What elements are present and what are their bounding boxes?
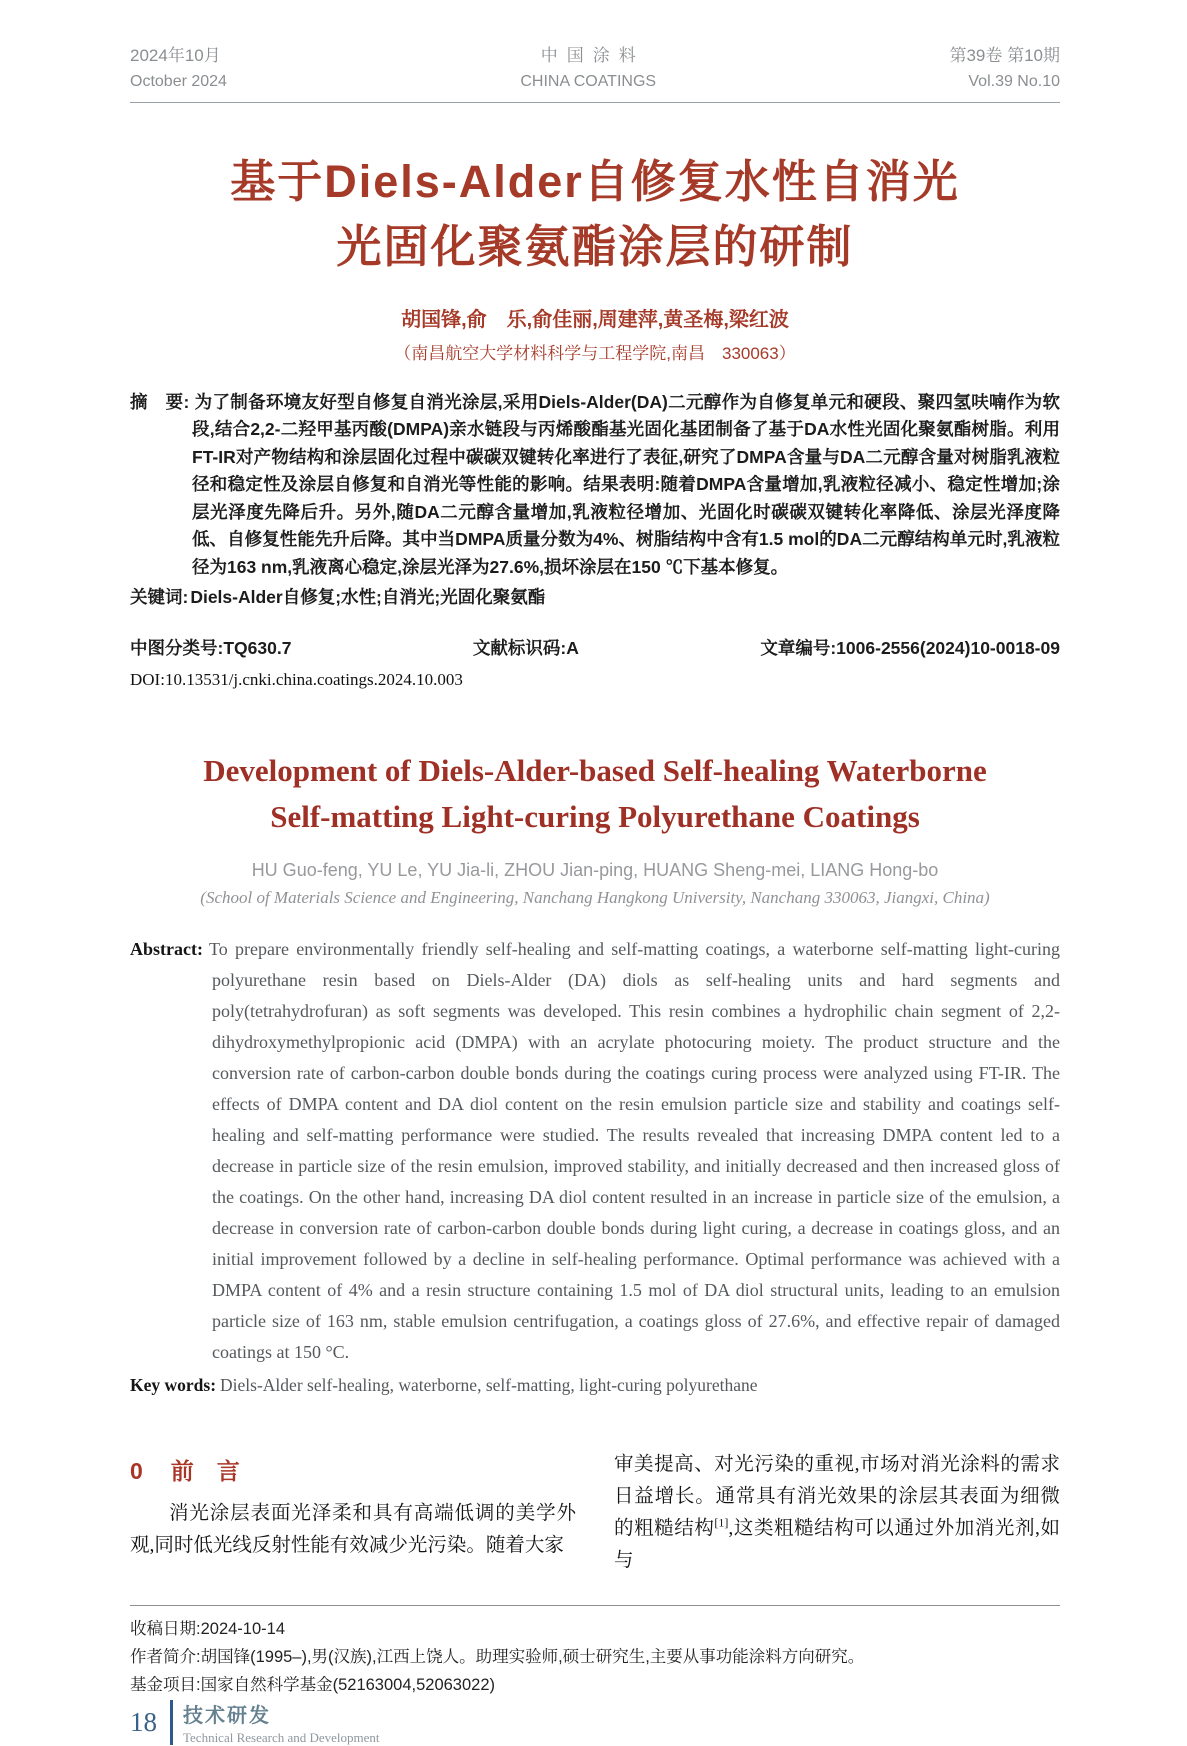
- doi: DOI:10.13531/j.cnki.china.coatings.2024.10.003: [130, 669, 463, 689]
- footnote-bio-text: 胡国锋(1995–),男(汉族),江西上饶人。助理实验师,硕士研究生,主要从事功能涂料方向研究。: [200, 1648, 865, 1667]
- abstract-cn-label: 摘 要:: [130, 391, 190, 412]
- keywords-cn: [130, 584, 1060, 609]
- clc-number: 中图分类号:TQ630.7: [130, 637, 292, 658]
- footnote-author-bio: [130, 1643, 1060, 1671]
- intro-column-right: [614, 1449, 1060, 1577]
- section-title: 前 言: [170, 1458, 240, 1485]
- footnotes: [130, 1605, 1060, 1699]
- running-header: [130, 42, 1060, 103]
- header-issue-en: Vol.39 No.10: [968, 73, 1060, 91]
- keywords-en-text: Diels-Alder self-healing, waterborne, self-matting, light-curing polyurethane: [220, 1374, 758, 1395]
- intro-right-text-a: 审美提高、对光污染的重视,市场对消光涂料的需求日益增长。通常具有消光效果的涂层其表面为细微的粗糙结构: [614, 1454, 1060, 1540]
- keywords-cn-text: Diels-Alder自修复;水性;自消光;光固化聚氨酯: [190, 587, 546, 608]
- abstract-cn: [130, 389, 1060, 582]
- section-heading-preface: [130, 1453, 576, 1486]
- intro-column-left: [130, 1449, 576, 1577]
- classification-row: [130, 635, 1060, 660]
- header-date-en: October 2024: [130, 73, 227, 91]
- article-title-en-line1: Development of Diels-Alder-based Self-healing Waterborne: [203, 752, 987, 788]
- authors-cn: 胡国锋,俞 乐,俞佳丽,周建萍,黄圣梅,梁红波: [401, 308, 789, 331]
- article-title-en: [130, 748, 1060, 840]
- header-date: [130, 42, 227, 95]
- section-number: 0: [130, 1458, 143, 1485]
- footnote-funding-label: 基金项目:: [130, 1676, 201, 1695]
- article-number: 文章编号:1006-2556(2024)10-0018-09: [760, 637, 1060, 658]
- article-title-cn: [130, 149, 1060, 279]
- page-footer: [130, 1699, 1060, 1746]
- keywords-en-label: Key words:: [130, 1374, 217, 1395]
- footnote-funding: [130, 1671, 1060, 1699]
- footnote-received-date: [130, 1615, 1060, 1643]
- footnote-bio-label: 作者简介:: [130, 1648, 201, 1667]
- affiliation-en: (School of Materials Science and Engineering, Nanchang Hangkong University, Nanchang 330063, Jiangxi, China): [200, 887, 990, 907]
- footer-section-cn: 技术研发: [183, 1705, 271, 1728]
- intro-right-text-b: ,这类粗糙结构可以通过外加消光剂,如与: [614, 1518, 1060, 1572]
- footer-section-en: Technical Research and Development: [183, 1730, 380, 1746]
- intro-columns: [130, 1449, 1060, 1577]
- authors-en: HU Guo-feng, YU Le, YU Jia-li, ZHOU Jian-ping, HUANG Sheng-mei, LIANG Hong-bo: [251, 859, 939, 880]
- intro-paragraph-left: 消光涂层表面光泽柔和具有高端低调的美学外观,同时低光线反射性能有效减少光污染。随着大家: [130, 1503, 576, 1557]
- article-title-cn-line2: 光固化聚氨酯涂层的研制: [336, 220, 854, 272]
- footer-section-label: [183, 1699, 380, 1746]
- footer-divider-bar: [170, 1700, 173, 1745]
- footnote-funding-text: 国家自然科学基金(52163004,52063022): [200, 1676, 495, 1695]
- footnote-received-label: 收稿日期:: [130, 1620, 201, 1639]
- document-code: 文献标识码:A: [472, 637, 579, 658]
- header-date-cn: 2024年10月: [130, 46, 221, 65]
- article-title-cn-line1: 基于Diels-Alder自修复水性自消光: [230, 155, 960, 207]
- citation-ref-1: [1]: [714, 1515, 729, 1530]
- journal-name-cn: 中国涂料: [540, 46, 645, 65]
- abstract-cn-text: 为了制备环境友好型自修复自消光涂层,采用Diels-Alder(DA)二元醇作为自修复单元和硬段、聚四氢呋喃作为软段,结合2,2-二羟甲基丙酸(DMPA)亲水链段与丙烯酸酯基光固化基团制备了基于DA水性光固化聚氨酯树脂。利用FT-IR对产物结构和涂层固化过程中碳碳双键转化率进行了表征,研究了DMPA含量与DA二元醇含量对树脂乳液粒径和稳定性及涂层自修复和自消光等性能的影响。结果表明:随着DMPA含量增加,乳液粒径减小、稳定性增加;涂层光泽度先降后升。另外,随DA二元醇含量增加,乳液粒径增加、光固化时碳碳双键转化率降低、涂层光泽度降低、自修复性能先升后降。其中当DMPA质量分数为4%、树脂结构中含有1.5 mol的DA二元醇结构单元时,乳液粒径为163 nm,乳液离心稳定,涂层光泽为27.6%,损坏涂层在150 ℃下基本修复。: [192, 391, 1060, 577]
- header-journal: [520, 42, 656, 95]
- header-issue: [949, 42, 1060, 95]
- abstract-en-text: To prepare environmentally friendly self-healing and self-matting coatings, a waterborne self-matting light-curing polyurethane resin based on Diels-Alder (DA) diols as self-healing units and hard segments and poly(tetrahydrofuran) as soft segments was developed. This resin combines a hydrophilic chain segment of 2,2-dihydroxymethylpropionic acid (DMPA) with an acrylate photocuring moiety. The product structure and the conversion rate of carbon-carbon double bonds during the coatings curing process were analyzed using FT-IR. The effects of DMPA content and DA diol content on the resin emulsion particle size and stability and coatings self-healing and self-matting performance were studied. The results revealed that increasing DMPA content led to a decrease in particle size of the resin emulsion, improved stability, and initially decreased and then increased gloss of the coatings. On the other hand, increasing DA diol content resulted in an increase in particle size of the emulsion, a decrease in conversion rate of carbon-carbon double bonds during light curing, a decrease in coatings gloss, and an initial improvement followed by a decline in self-healing performance. Optimal performance was achieved with a DMPA content of 4% and a resin structure containing 1.5 mol of DA diol structural units, leading to an emulsion particle size of 163 nm, stable emulsion centrifugation, a coatings gloss of 27.6%, and effective repair of damaged coatings at 150 °C.: [208, 938, 1060, 1362]
- keywords-cn-label: 关键词:: [130, 587, 189, 608]
- journal-name-en: CHINA COATINGS: [520, 73, 657, 91]
- abstract-en-label: Abstract:: [130, 938, 203, 959]
- intro-paragraph-right: [614, 1449, 1060, 1577]
- footnote-received-text: 2024-10-14: [200, 1620, 285, 1639]
- article-title-en-line2: Self-matting Light-curing Polyurethane Coatings: [270, 798, 920, 834]
- affiliation-cn: （南昌航空大学材料科学与工程学院,南昌 330063）: [394, 343, 796, 363]
- page-number: 18: [130, 1707, 157, 1738]
- abstract-en: [130, 934, 1060, 1368]
- keywords-en: [130, 1375, 1060, 1396]
- header-issue-cn: 第39卷 第10期: [949, 46, 1060, 65]
